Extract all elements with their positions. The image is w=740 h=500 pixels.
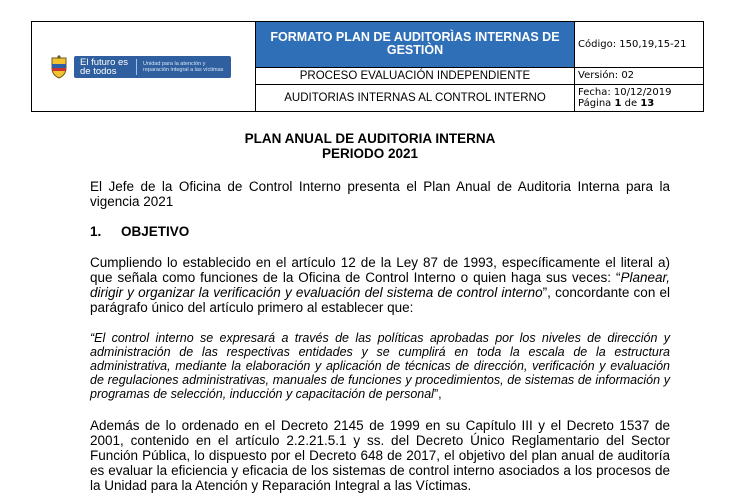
section-number: 1. xyxy=(90,224,102,239)
legal-quote: “El control interno se expresará a través de las políticas aprobadas por los niveles de dirección y administración de las respectivas entidades y se cumplirá en toda la escala de la estructura administrativa, mediante la elaboración y aplicación de técnicas de dirección, verificación y evaluación de regulaciones administrativas, manuales de funciones y procedimientos, de sistemas de información y programas de selección, inducción y capacitación de personal”, xyxy=(90,331,670,401)
document-version: Versión: 02 xyxy=(575,67,704,84)
process-name: PROCESO EVALUACIÓN INDEPENDIENTE xyxy=(256,67,575,84)
intro-paragraph: El Jefe de la Oficina de Control Interno presenta el Plan Anual de Auditoria Interna para la vigencia 2021 xyxy=(90,179,670,209)
document-code: Código: 150,19,15-21 xyxy=(575,22,704,68)
date-page-cell xyxy=(575,84,704,111)
quoted-function: Planear, dirigir y organizar la verificación y evaluación del sistema de control interno xyxy=(90,270,670,300)
document-period: PERIODO 2021 xyxy=(321,146,419,161)
format-title: FORMATO PLAN DE AUDITORÌAS INTERNAS DE GESTIÒN xyxy=(256,22,575,68)
objective-paragraph: Cumpliendo lo establecido en el artículo 12 de la Ley 87 de 1993, específicamente el literal a) que señala como funciones de la Oficina de Control Interno o quien haga sus veces: “Planear, dirigir y organizar la verificación y evaluación del sistema de control interno”, concordante con el parágrafo único del artículo primero al establecer que: xyxy=(90,255,671,315)
document-date: Fecha: 10/12/2019 xyxy=(578,86,672,98)
logo-entity-name: Unidad para la atención y reparación integral a las víctimas xyxy=(143,60,224,73)
coat-of-arms-icon xyxy=(50,55,68,79)
logo-banner xyxy=(74,56,231,78)
page-number: Página 1 de 13 xyxy=(578,97,655,109)
document-title: PLAN ANUAL DE AUDITORIA INTERNA xyxy=(244,131,496,146)
document-header xyxy=(31,21,704,112)
organization-logo xyxy=(32,55,255,79)
subprocess-name: AUDITORIAS INTERNAS AL CONTROL INTERNO xyxy=(256,84,575,111)
section-title: OBJETIVO xyxy=(121,224,190,239)
logo-cell xyxy=(32,22,256,112)
decree-paragraph: Además de lo ordenado en el Decreto 2145 de 1999 en su Capítulo III y el Decreto 1537 de 2001, contenido en el artículo 2.2.21.5.1 y ss. del Decreto Único Reglamentario del Sector Función Pública, lo dispuesto por el Decreto 648 de 2017, el objetivo del plan anual de auditoría es evaluar la eficiencia y eficacia de los sistemas de control interno asociados a los procesos de la Unidad para la Atención y Reparación Integral a las Víctimas. xyxy=(90,418,670,493)
logo-slogan: El futuro es de todos xyxy=(80,56,129,77)
